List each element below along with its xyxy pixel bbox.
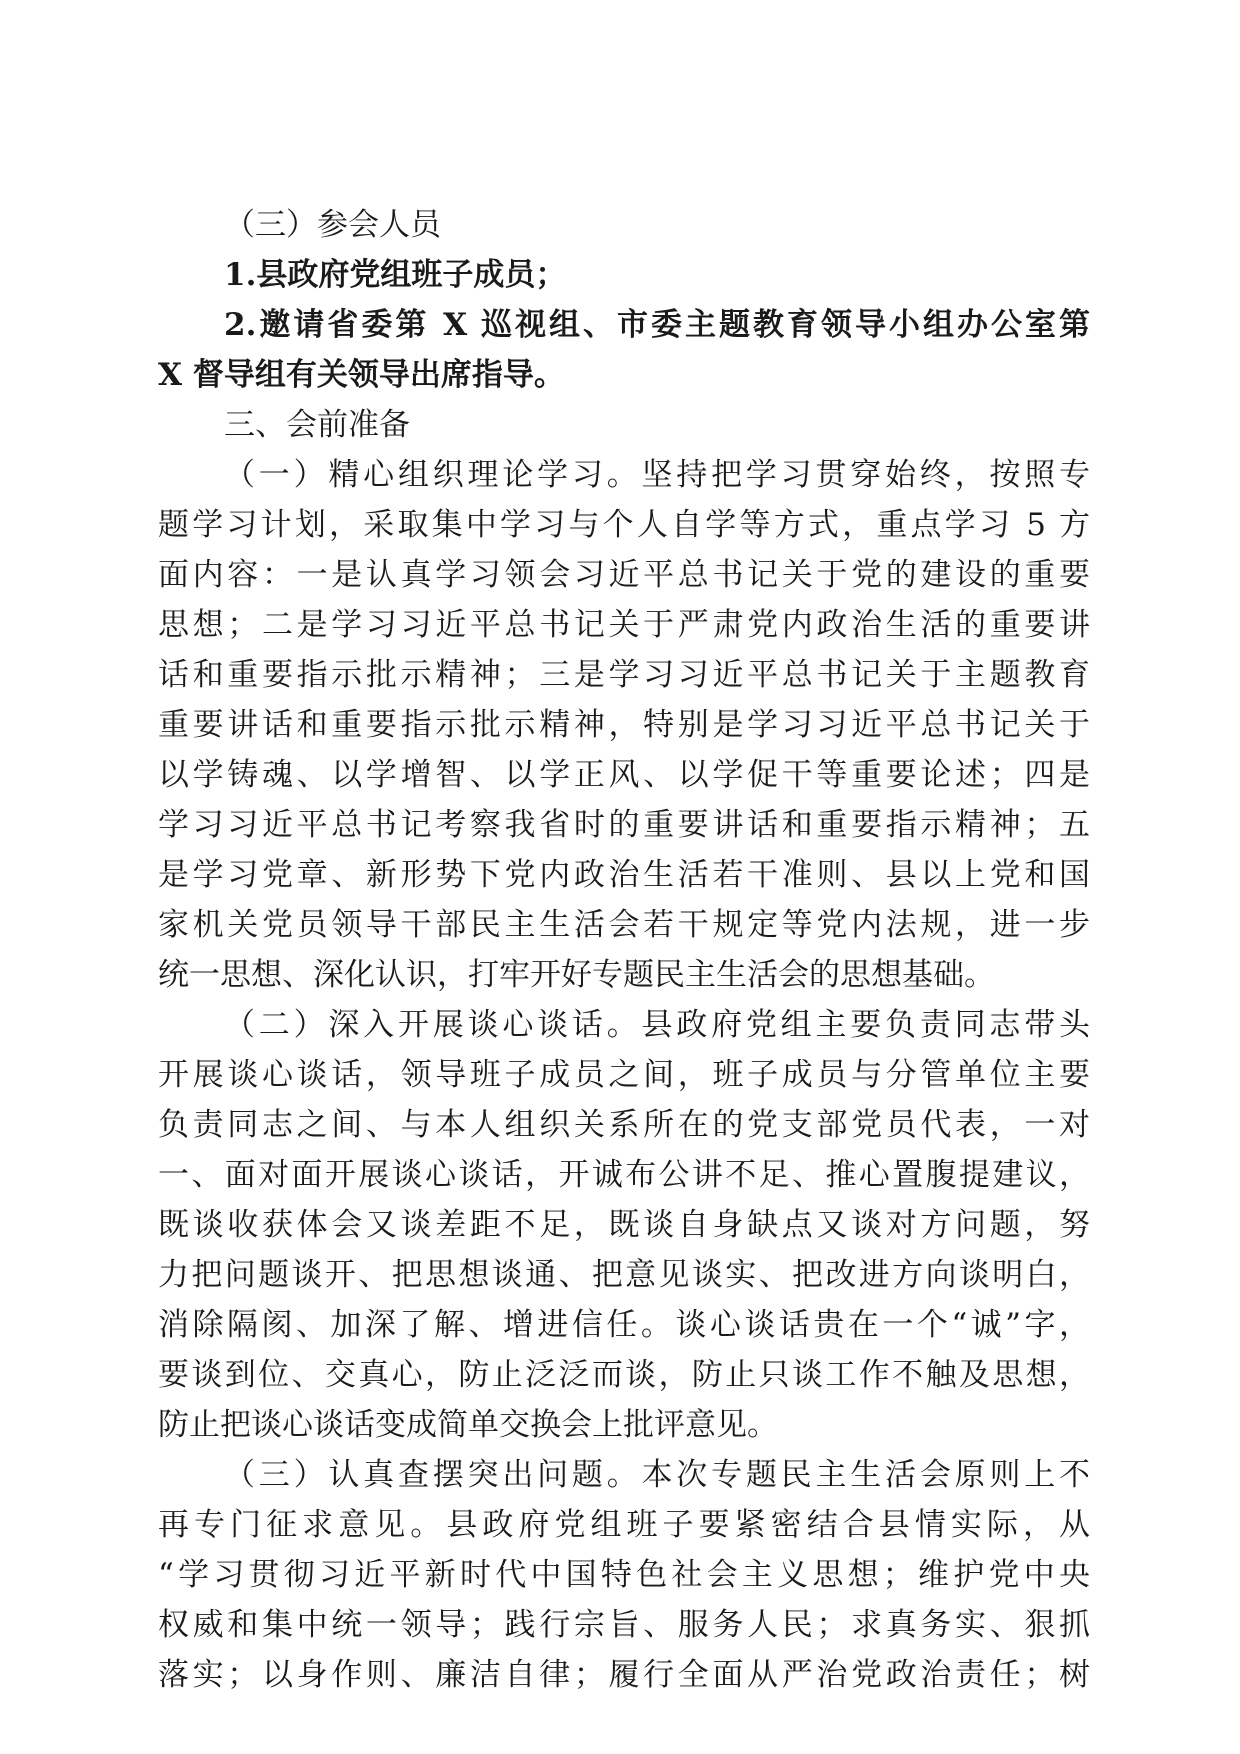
- paragraph-line: 力把问题谈开、把思想谈通、把意见谈实、把改进方向谈明白，: [158, 1257, 1090, 1293]
- paragraph-line: 重要讲话和重要指示批示精神，特别是学习习近平总书记关于: [158, 707, 1090, 743]
- paragraph-line: 消除隔阂、加深了解、增进信任。谈心谈话贵在一个“诚”字，: [158, 1307, 1090, 1343]
- paragraph-line: 一、面对面开展谈心谈话，开诚布公讲不足、推心置腹提建议，: [158, 1157, 1090, 1193]
- paragraph-line: 防止把谈心谈话变成简单交换会上批评意见。: [158, 1407, 778, 1443]
- paragraph-line: 权威和集中统一领导；践行宗旨、服务人民；求真务实、狠抓: [158, 1607, 1090, 1643]
- paragraph-line: 思想；二是学习习近平总书记关于严肃党内政治生活的重要讲: [158, 607, 1090, 643]
- participants-item-2-line-2: X 督导组有关领导出席指导。: [158, 357, 565, 393]
- paragraph-line: 再专门征求意见。县政府党组班子要紧密结合县情实际，从: [158, 1507, 1090, 1543]
- paragraph-line: 学习习近平总书记考察我省时的重要讲话和重要指示精神；五: [158, 807, 1090, 843]
- paragraph-theory-study: [158, 450, 1090, 1000]
- paragraph-line: （二）深入开展谈心谈话。县政府党组主要负责同志带头: [224, 1007, 1090, 1043]
- paragraph-line: （一）精心组织理论学习。坚持把学习贯穿始终，按照专: [224, 457, 1090, 493]
- paragraph-line: 开展谈心谈话，领导班子成员之间，班子成员与分管单位主要: [158, 1057, 1090, 1093]
- paragraph-line: 是学习党章、新形势下党内政治生活若干准则、县以上党和国: [158, 857, 1090, 893]
- paragraph-line: 既谈收获体会又谈差距不足，既谈自身缺点又谈对方问题，努: [158, 1207, 1090, 1243]
- paragraph-line: 统一思想、深化认识，打牢开好专题民主生活会的思想基础。: [158, 957, 995, 993]
- paragraph-heart-to-heart-talks: [158, 1000, 1090, 1450]
- paragraph-line: （三）认真查摆突出问题。本次专题民主生活会原则上不: [224, 1457, 1090, 1493]
- participants-heading: （三）参会人员: [224, 207, 441, 243]
- participants-item-1: 1.县政府党组班子成员；: [224, 257, 567, 293]
- paragraph-line: 题学习计划，采取集中学习与个人自学等方式，重点学习 5 方: [158, 507, 1090, 543]
- paragraph-identify-problems: [158, 1450, 1090, 1700]
- paragraph-line: 家机关党员领导干部民主生活会若干规定等党内法规，进一步: [158, 907, 1090, 943]
- paragraph-line: 面内容：一是认真学习领会习近平总书记关于党的建设的重要: [158, 557, 1090, 593]
- participants-item-2-line-1: 2.邀请省委第 X 巡视组、市委主题教育领导小组办公室第: [224, 307, 1090, 343]
- paragraph-line: 负责同志之间、与本人组织关系所在的党支部党员代表，一对: [158, 1107, 1090, 1143]
- paragraph-line: 要谈到位、交真心，防止泛泛而谈，防止只谈工作不触及思想，: [158, 1357, 1090, 1393]
- paragraph-line: 话和重要指示批示精神；三是学习习近平总书记关于主题教育: [158, 657, 1090, 693]
- section-title-preparation: 三、会前准备: [224, 407, 410, 443]
- paragraph-line: 以学铸魂、以学增智、以学正风、以学促干等重要论述；四是: [158, 757, 1090, 793]
- paragraph-line: “学习贯彻习近平新时代中国特色社会主义思想；维护党中央: [158, 1557, 1090, 1593]
- paragraph-line: 落实；以身作则、廉洁自律；履行全面从严治党政治责任；树: [158, 1657, 1090, 1693]
